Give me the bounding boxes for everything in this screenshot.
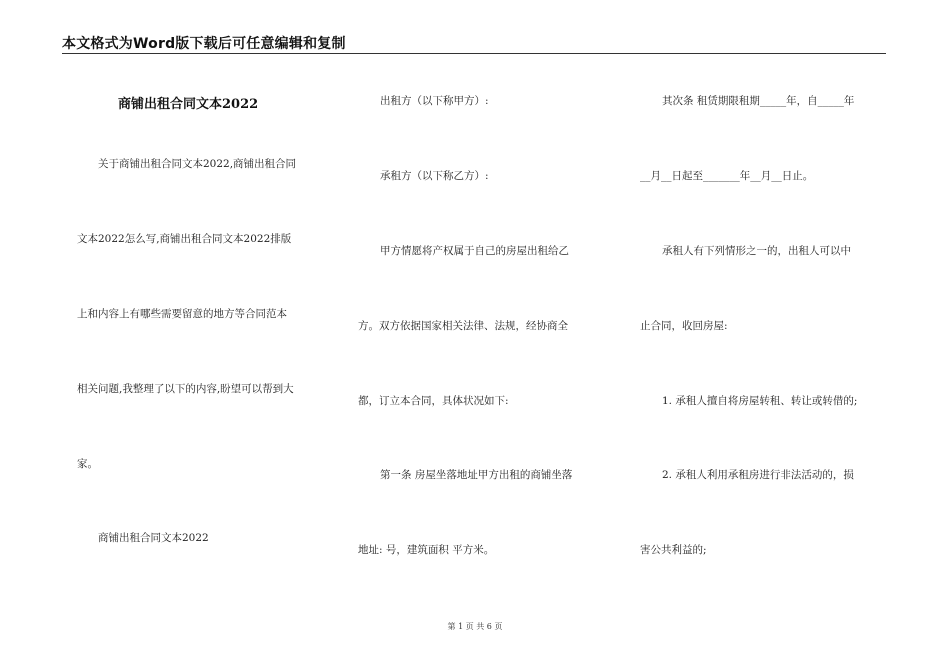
header-divider bbox=[62, 53, 886, 54]
col3-line-5: 1. 承租人擅自将房屋转租、转让或转借的; bbox=[662, 395, 858, 407]
col2-line-7: 地址: 号，建筑面积 平方米。 bbox=[358, 544, 495, 556]
col3-line-2: __月__日起至_______年__月__日止。 bbox=[640, 170, 814, 182]
col2-line-6: 第一条 房屋坐落地址甲方出租的商铺坐落 bbox=[380, 469, 573, 481]
document-title: 商铺出租合同文本2022 bbox=[118, 97, 259, 112]
col2-line-3: 甲方情愿将产权属于自己的房屋出租给乙 bbox=[380, 245, 569, 257]
col3-line-7: 害公共利益的; bbox=[640, 544, 707, 556]
col3-line-3: 承租人有下列情形之一的，出租人可以中 bbox=[662, 245, 851, 257]
col3-line-6: 2. 承租人利用承租房进行非法活动的，损 bbox=[662, 469, 854, 481]
col1-line-5: 家。 bbox=[77, 458, 98, 470]
col1-line-3: 上和内容上有哪些需要留意的地方等合同范本 bbox=[77, 308, 287, 320]
col2-line-4: 方。双方依据国家相关法律、法规，经协商全 bbox=[358, 320, 568, 332]
col2-line-2: 承租方（以下称乙方）: bbox=[380, 170, 489, 182]
col2-line-1: 出租方（以下称甲方）: bbox=[380, 95, 489, 107]
col1-subheading: 商铺出租合同文本2022 bbox=[98, 532, 209, 544]
col1-line-1: 关于商铺出租合同文本2022,商铺出租合同 bbox=[98, 158, 297, 170]
download-banner: 本文格式为Word版下载后可任意编辑和复制 bbox=[62, 36, 346, 52]
col2-line-5: 都，订立本合同，具体状况如下: bbox=[358, 395, 509, 407]
col1-line-4: 相关问题,我整理了以下的内容,盼望可以帮到大 bbox=[77, 383, 294, 395]
col1-line-2: 文本2022怎么写,商铺出租合同文本2022排版 bbox=[77, 233, 292, 245]
col3-line-4: 止合同，收回房屋: bbox=[640, 320, 728, 332]
col3-line-1: 其次条 租赁期限租期_____年，自_____年 bbox=[662, 95, 855, 107]
page-number: 第 1 页 共 6 页 bbox=[447, 622, 503, 631]
